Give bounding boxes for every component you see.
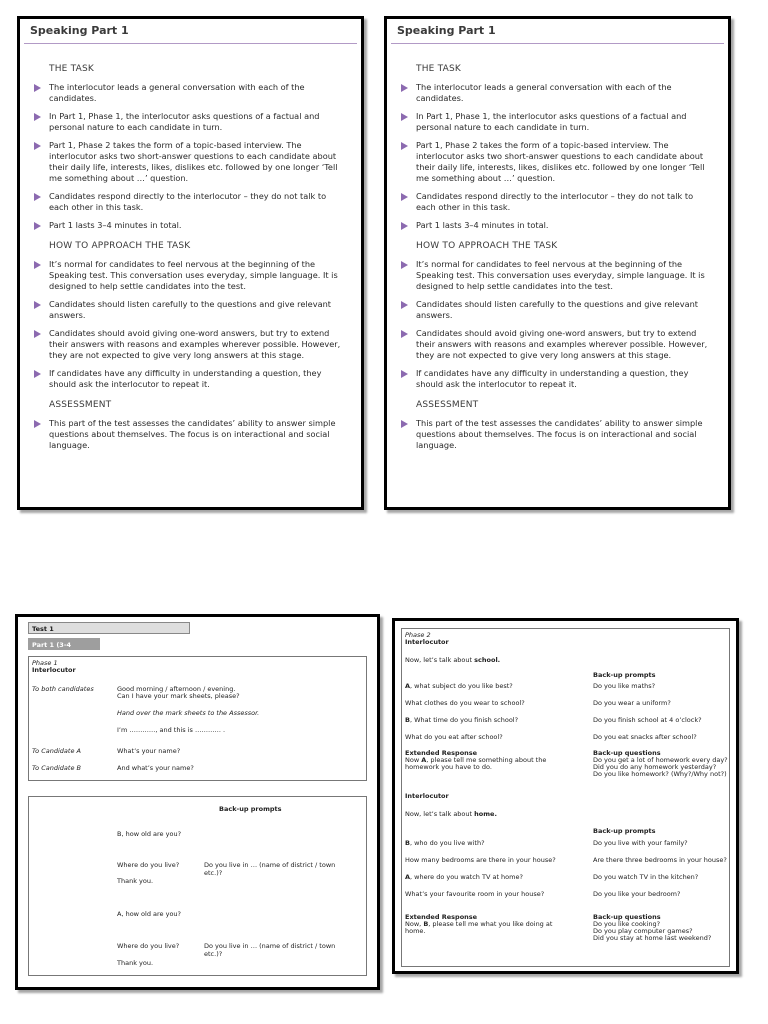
phase2-box (401, 628, 730, 967)
interlocutor-label-2: Interlocutor (405, 792, 449, 800)
extended-response-heading-2: Extended Response (405, 913, 478, 921)
speaking-panel-left (17, 16, 364, 510)
home-prompt-2: Are there three bedrooms in your house? (593, 856, 727, 864)
hand-over-note: Hand over the mark sheets to the Assessor. (117, 709, 260, 717)
speaking-body (397, 44, 718, 451)
speaking-body (30, 44, 351, 451)
backup-question-2-1: Do you like cooking? (593, 920, 661, 928)
list-item (34, 299, 347, 321)
to-a-label: To Candidate A (32, 747, 81, 755)
list-item-text: Part 1, Phase 2 takes the form of a topic-based interview. The interlocutor asks two short-answer questions to each candidate about their daily life, interests, likes, dislikes etc. followed by one longer ‘Tell me something about …’ question. (49, 140, 338, 183)
school-prompt-3: Do you finish school at 4 o’clock? (593, 716, 702, 724)
school-prompt-4: Do you eat snacks after school? (593, 733, 697, 741)
triangle-bullet-icon (34, 301, 41, 309)
home-question-3: A, where do you watch TV at home? (405, 873, 523, 881)
backup-question-2-2: Do you play computer games? (593, 927, 693, 935)
list-item-text: Candidates should listen carefully to the questions and give relevant answers. (416, 299, 698, 320)
approach-list (401, 259, 714, 390)
task-heading: THE TASK (416, 64, 461, 74)
list-item (34, 220, 347, 231)
school-question-1: A, what subject do you like best? (405, 682, 513, 690)
school-question-3: B, What time do you finish school? (405, 716, 519, 724)
list-item (34, 328, 347, 361)
test1-panel (15, 614, 380, 990)
triangle-bullet-icon (34, 330, 41, 338)
triangle-bullet-icon (401, 142, 408, 150)
triangle-bullet-icon (34, 420, 41, 428)
backup-question-2: Did you do any homework yesterday? (593, 763, 717, 771)
list-item (34, 368, 347, 390)
greeting-line2: Can I have your mark sheets, please? (117, 692, 240, 700)
phase-label: Phase 1 (32, 659, 58, 667)
triangle-bullet-icon (34, 193, 41, 201)
question-b: And what’s your name? (117, 764, 194, 772)
list-item-text: Part 1 lasts 3–4 minutes in total. (49, 220, 182, 230)
list-item (401, 82, 714, 104)
list-item-text: Candidates respond directly to the interlocutor – they do not talk to each other in this task. (416, 191, 694, 212)
task-heading: THE TASK (49, 64, 94, 74)
list-item (34, 82, 347, 104)
list-item-text: If candidates have any difficulty in understanding a question, they should ask the interlocutor to repeat it. (49, 368, 322, 389)
test-tab: Test 1 (28, 622, 190, 634)
home-question-2: How many bedrooms are there in your house? (405, 856, 556, 864)
assessment-list (34, 418, 347, 451)
intro-line: I’m …………, and this is ………… . (117, 726, 226, 734)
school-intro: Now, let’s talk about school. (405, 656, 501, 664)
list-item (401, 328, 714, 361)
list-item-text: The interlocutor leads a general conversation with each of the candidates. (416, 82, 672, 103)
list-item (34, 418, 347, 451)
backup-prompts-heading-2: Back-up prompts (593, 827, 656, 835)
backup-box (28, 796, 367, 976)
approach-heading: HOW TO APPROACH THE TASK (416, 241, 558, 251)
task-list (401, 82, 714, 231)
list-item-text: This part of the test assesses the candidates’ ability to answer simple questions about themselves. The focus is on interactional and social language. (49, 418, 336, 450)
list-item (401, 418, 714, 451)
list-item-text: It’s normal for candidates to feel nervous at the beginning of the Speaking test. This conversation uses everyday, simple language. It is designed to help settle candidates into the test. (49, 259, 338, 291)
interlocutor-label: Interlocutor (405, 638, 449, 646)
list-item (401, 368, 714, 390)
list-item (401, 220, 714, 231)
list-item-text: In Part 1, Phase 1, the interlocutor asks questions of a factual and personal nature to each candidate in turn. (416, 111, 687, 132)
list-item-text: Part 1 lasts 3–4 minutes in total. (416, 220, 549, 230)
list-item (401, 299, 714, 321)
backup-questions-heading: Back-up questions (593, 749, 661, 757)
question-a: What’s your name? (117, 747, 181, 755)
list-item-text: If candidates have any difficulty in understanding a question, they should ask the interlocutor to repeat it. (416, 368, 689, 389)
list-item (34, 111, 347, 133)
approach-heading: HOW TO APPROACH THE TASK (49, 241, 191, 251)
triangle-bullet-icon (401, 113, 408, 121)
list-item (34, 140, 347, 184)
backup-question-1: Do you get a lot of homework every day? (593, 756, 728, 764)
home-intro: Now, let’s talk about home. (405, 810, 497, 818)
list-item-text: Candidates respond directly to the interlocutor – they do not talk to each other in this task. (49, 191, 327, 212)
triangle-bullet-icon (401, 84, 408, 92)
backup-questions-heading-2: Back-up questions (593, 913, 661, 921)
extended-response-line1: Now A, please tell me something about the (405, 756, 547, 764)
assessment-heading: ASSESSMENT (416, 400, 479, 410)
a-age-question: A, how old are you? (117, 910, 182, 918)
home-prompt-4: Do you like your bedroom? (593, 890, 681, 898)
extended-response-heading: Extended Response (405, 749, 478, 757)
triangle-bullet-icon (34, 142, 41, 150)
assessment-heading: ASSESSMENT (49, 400, 112, 410)
list-item-text: Candidates should avoid giving one-word answers, but try to extend their answers with reasons and examples wherever possible. However, they are not expected to give very long answers at this stage. (49, 328, 341, 360)
task-list (34, 82, 347, 231)
list-item (401, 140, 714, 184)
to-both-label: To both candidates (32, 685, 94, 693)
home-question-4: What’s your favourite room in your house? (405, 890, 545, 898)
greeting-line1: Good morning / afternoon / evening. (117, 685, 236, 693)
b-age-question: B, how old are you? (117, 830, 182, 838)
list-item-text: In Part 1, Phase 1, the interlocutor asks questions of a factual and personal nature to each candidate in turn. (49, 111, 320, 132)
approach-list (34, 259, 347, 390)
triangle-bullet-icon (401, 420, 408, 428)
list-item-text: Candidates should listen carefully to the questions and give relevant answers. (49, 299, 331, 320)
part-tab: Part 1 (3-4 minutes) (28, 638, 100, 650)
page-title: Speaking Part 1 (24, 19, 357, 44)
list-item-text: It’s normal for candidates to feel nervous at the beginning of the Speaking test. This conversation uses everyday, simple language. It is designed to help settle candidates into the test. (416, 259, 705, 291)
school-prompt-1: Do you like maths? (593, 682, 656, 690)
backup-question-2-3: Did you stay at home last weekend? (593, 934, 712, 942)
list-item-text: Part 1, Phase 2 takes the form of a topic-based interview. The interlocutor asks two short-answer questions to each candidate about their daily life, interests, likes, dislikes etc. followed by one longer ‘Tell me something about …’ question. (416, 140, 705, 183)
triangle-bullet-icon (34, 222, 41, 230)
to-b-label: To Candidate B (32, 764, 81, 772)
phase-label: Phase 2 (405, 631, 431, 639)
extended-response-2-line1: Now, B, please tell me what you like doing at (405, 920, 553, 928)
school-question-2: What clothes do you wear to school? (405, 699, 525, 707)
where-question-2: Where do you live? (117, 942, 180, 950)
school-question-4: What do you eat after school? (405, 733, 503, 741)
extended-response-2-line2: home. (405, 927, 426, 935)
speaking-panel-right (384, 16, 731, 510)
triangle-bullet-icon (34, 370, 41, 378)
assessment-list (401, 418, 714, 451)
phase2-panel (392, 618, 739, 974)
home-prompt-1: Do you live with your family? (593, 839, 688, 847)
triangle-bullet-icon (401, 222, 408, 230)
list-item-text: The interlocutor leads a general conversation with each of the candidates. (49, 82, 305, 103)
backup-question-3: Do you like homework? (Why?/Why not?) (593, 770, 727, 778)
list-item-text: Candidates should avoid giving one-word answers, but try to extend their answers with reasons and examples wherever possible. However, they are not expected to give very long answers at this stage. (416, 328, 708, 360)
triangle-bullet-icon (34, 113, 41, 121)
backup-prompts-heading: Back-up prompts (219, 805, 282, 813)
phase1-box (28, 656, 367, 781)
live-in-prompt-2: Do you live in … (name of district / town etc.)? (204, 942, 336, 958)
interlocutor-label: Interlocutor (32, 666, 76, 674)
extended-response-line2: homework you have to do. (405, 763, 492, 771)
triangle-bullet-icon (401, 301, 408, 309)
where-question-1: Where do you live? (117, 861, 180, 869)
thank-you-2: Thank you. (117, 959, 154, 967)
list-item (401, 191, 714, 213)
page-title: Speaking Part 1 (391, 19, 724, 44)
triangle-bullet-icon (401, 193, 408, 201)
triangle-bullet-icon (34, 261, 41, 269)
triangle-bullet-icon (34, 84, 41, 92)
backup-prompts-heading: Back-up prompts (593, 671, 656, 679)
list-item-text: This part of the test assesses the candidates’ ability to answer simple questions about themselves. The focus is on interactional and social language. (416, 418, 703, 450)
list-item (401, 259, 714, 292)
list-item (34, 259, 347, 292)
triangle-bullet-icon (401, 370, 408, 378)
thank-you-1: Thank you. (117, 877, 154, 885)
school-prompt-2: Do you wear a uniform? (593, 699, 671, 707)
home-question-1: B, who do you live with? (405, 839, 485, 847)
list-item (401, 111, 714, 133)
live-in-prompt-1: Do you live in … (name of district / town etc.)? (204, 861, 336, 877)
triangle-bullet-icon (401, 330, 408, 338)
triangle-bullet-icon (401, 261, 408, 269)
home-prompt-3: Do you watch TV in the kitchen? (593, 873, 699, 881)
list-item (34, 191, 347, 213)
